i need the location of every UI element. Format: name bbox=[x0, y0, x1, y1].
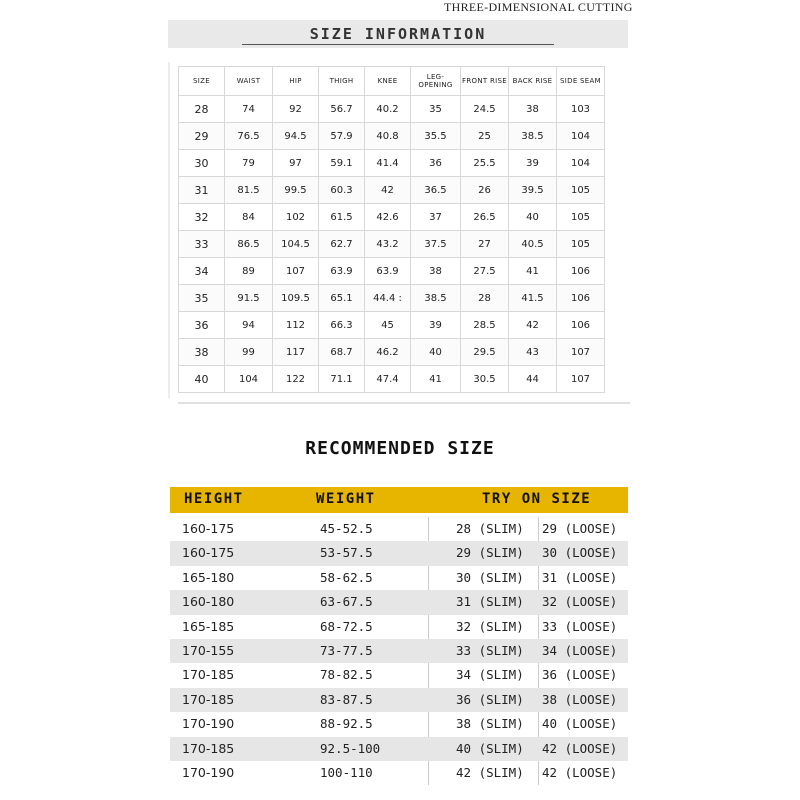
recommended-row bbox=[170, 712, 628, 736]
size-information-banner bbox=[168, 20, 628, 48]
recommended-height-cell: 160-175 bbox=[182, 545, 235, 561]
table-row bbox=[179, 366, 605, 393]
recommended-row bbox=[170, 615, 628, 639]
table-cell: 35 bbox=[179, 285, 225, 312]
recommended-loose-cell: 38 (LOOSE) bbox=[542, 691, 618, 707]
recommended-height-cell: 160-180 bbox=[182, 594, 235, 610]
table-cell: 38 bbox=[509, 96, 557, 123]
table-cell: 28 bbox=[461, 285, 509, 312]
recommended-row bbox=[170, 541, 628, 565]
table-cell: 74 bbox=[225, 96, 273, 123]
table-row bbox=[179, 96, 605, 123]
recommended-height-cell: 170-185 bbox=[182, 691, 235, 707]
table-row bbox=[179, 231, 605, 258]
recommended-row bbox=[170, 590, 628, 614]
table-row bbox=[179, 339, 605, 366]
recommended-loose-cell: 40 (LOOSE) bbox=[542, 716, 618, 732]
table-row bbox=[179, 285, 605, 312]
recommended-row bbox=[170, 688, 628, 712]
table-cell: 26 bbox=[461, 177, 509, 204]
page-top-label: THREE-DIMENSIONAL CUTTING bbox=[444, 0, 633, 14]
table-cell: 84 bbox=[225, 204, 273, 231]
table-cell: 35 bbox=[411, 96, 461, 123]
table-cell: 34 bbox=[179, 258, 225, 285]
recommended-slim-cell: 42 (SLIM) bbox=[456, 764, 524, 780]
size-table-header-cell: SIZE bbox=[179, 67, 225, 96]
recommended-loose-cell: 32 (LOOSE) bbox=[542, 594, 618, 610]
recommended-row bbox=[170, 663, 628, 687]
table-cell: 38 bbox=[179, 339, 225, 366]
size-table-header-cell: FRONT RISE bbox=[461, 67, 509, 96]
table-cell: 109.5 bbox=[273, 285, 319, 312]
recommended-slim-cell: 36 (SLIM) bbox=[456, 691, 524, 707]
size-table-header-cell: BACK RISE bbox=[509, 67, 557, 96]
table-cell: 37.5 bbox=[411, 231, 461, 258]
size-table-header-cell: KNEE bbox=[365, 67, 411, 96]
table-cell: 26.5 bbox=[461, 204, 509, 231]
table-cell: 40 bbox=[509, 204, 557, 231]
table-cell: 38.5 bbox=[411, 285, 461, 312]
recommended-slim-cell: 33 (SLIM) bbox=[456, 642, 524, 658]
recommended-loose-cell: 31 (LOOSE) bbox=[542, 569, 618, 585]
table-cell: 40.5 bbox=[509, 231, 557, 258]
table-cell: 122 bbox=[273, 366, 319, 393]
recommended-loose-cell: 29 (LOOSE) bbox=[542, 521, 618, 536]
table-cell: 61.5 bbox=[319, 204, 365, 231]
table-cell: 27 bbox=[461, 231, 509, 258]
recommended-row bbox=[170, 737, 628, 761]
table-row bbox=[179, 204, 605, 231]
recommended-weight-cell: 83-87.5 bbox=[320, 691, 373, 707]
table-cell: 36.5 bbox=[411, 177, 461, 204]
table-cell: 107 bbox=[557, 366, 605, 393]
table-cell: 38 bbox=[411, 258, 461, 285]
size-information-table bbox=[178, 66, 605, 393]
header-try-on-size: TRY ON SIZE bbox=[482, 491, 592, 507]
table-cell: 63.9 bbox=[365, 258, 411, 285]
table-cell: 25.5 bbox=[461, 150, 509, 177]
recommended-size-title: RECOMMENDED SIZE bbox=[305, 438, 495, 459]
table-cell: 112 bbox=[273, 312, 319, 339]
table-cell: 63.9 bbox=[319, 258, 365, 285]
table-left-frame bbox=[168, 62, 170, 398]
table-cell: 37 bbox=[411, 204, 461, 231]
table-cell: 102 bbox=[273, 204, 319, 231]
table-row bbox=[179, 258, 605, 285]
banner-underline bbox=[242, 44, 554, 45]
recommended-slim-cell: 38 (SLIM) bbox=[456, 716, 524, 732]
table-cell: 25 bbox=[461, 123, 509, 150]
table-row bbox=[179, 150, 605, 177]
table-row bbox=[179, 123, 605, 150]
table-cell: 59.1 bbox=[319, 150, 365, 177]
table-cell: 38.5 bbox=[509, 123, 557, 150]
recommended-size-header bbox=[170, 487, 628, 513]
table-cell: 104.5 bbox=[273, 231, 319, 258]
table-cell: 43 bbox=[509, 339, 557, 366]
header-height: HEIGHT bbox=[184, 491, 244, 507]
table-cell: 28.5 bbox=[461, 312, 509, 339]
table-cell: 40 bbox=[179, 366, 225, 393]
table-cell: 42.6 bbox=[365, 204, 411, 231]
table-row bbox=[179, 312, 605, 339]
table-cell: 105 bbox=[557, 204, 605, 231]
table-cell: 97 bbox=[273, 150, 319, 177]
table-cell: 33 bbox=[179, 231, 225, 258]
recommended-weight-cell: 63-67.5 bbox=[320, 594, 373, 610]
table-cell: 45 bbox=[365, 312, 411, 339]
recommended-loose-cell: 33 (LOOSE) bbox=[542, 618, 618, 634]
table-cell: 62.7 bbox=[319, 231, 365, 258]
recommended-loose-cell: 42 (LOOSE) bbox=[542, 740, 618, 756]
recommended-weight-cell: 68-72.5 bbox=[320, 618, 373, 634]
table-cell: 39.5 bbox=[509, 177, 557, 204]
table-cell: 29.5 bbox=[461, 339, 509, 366]
table-cell: 106 bbox=[557, 312, 605, 339]
table-cell: 43.2 bbox=[365, 231, 411, 258]
table-cell: 106 bbox=[557, 285, 605, 312]
recommended-weight-cell: 58-62.5 bbox=[320, 569, 373, 585]
table-cell: 27.5 bbox=[461, 258, 509, 285]
table-cell: 40.8 bbox=[365, 123, 411, 150]
size-table-body bbox=[179, 96, 605, 393]
recommended-weight-cell: 100-110 bbox=[320, 764, 373, 780]
size-table-header-row bbox=[179, 67, 605, 96]
table-cell: 44.4 : bbox=[365, 285, 411, 312]
recommended-loose-cell: 34 (LOOSE) bbox=[542, 642, 618, 658]
table-cell: 42 bbox=[509, 312, 557, 339]
table-cell: 47.4 bbox=[365, 366, 411, 393]
table-cell: 105 bbox=[557, 231, 605, 258]
recommended-weight-cell: 45-52.5 bbox=[320, 521, 373, 536]
recommended-loose-cell: 30 (LOOSE) bbox=[542, 545, 618, 561]
table-cell: 41.5 bbox=[509, 285, 557, 312]
recommended-height-cell: 170-190 bbox=[182, 716, 235, 732]
table-row bbox=[179, 177, 605, 204]
recommended-weight-cell: 73-77.5 bbox=[320, 642, 373, 658]
table-cell: 91.5 bbox=[225, 285, 273, 312]
table-cell: 104 bbox=[557, 123, 605, 150]
table-cell: 104 bbox=[225, 366, 273, 393]
table-cell: 39 bbox=[411, 312, 461, 339]
recommended-height-cell: 170-185 bbox=[182, 740, 235, 756]
table-cell: 30.5 bbox=[461, 366, 509, 393]
recommended-row bbox=[170, 517, 628, 541]
size-table-header-cell: HIP bbox=[273, 67, 319, 96]
table-cell: 39 bbox=[509, 150, 557, 177]
table-cell: 41.4 bbox=[365, 150, 411, 177]
table-cell: 99 bbox=[225, 339, 273, 366]
table-cell: 66.3 bbox=[319, 312, 365, 339]
table-cell: 76.5 bbox=[225, 123, 273, 150]
recommended-slim-cell: 34 (SLIM) bbox=[456, 667, 524, 683]
recommended-height-cell: 170-190 bbox=[182, 764, 235, 780]
recommended-slim-cell: 29 (SLIM) bbox=[456, 545, 524, 561]
table-cell: 81.5 bbox=[225, 177, 273, 204]
table-cell: 86.5 bbox=[225, 231, 273, 258]
table-cell: 29 bbox=[179, 123, 225, 150]
recommended-slim-cell: 30 (SLIM) bbox=[456, 569, 524, 585]
table-cell: 28 bbox=[179, 96, 225, 123]
table-cell: 65.1 bbox=[319, 285, 365, 312]
table-cell: 79 bbox=[225, 150, 273, 177]
table-cell: 68.7 bbox=[319, 339, 365, 366]
table-cell: 41 bbox=[509, 258, 557, 285]
size-information-title: SIZE INFORMATION bbox=[309, 25, 487, 43]
table-cell: 89 bbox=[225, 258, 273, 285]
table-cell: 40.2 bbox=[365, 96, 411, 123]
table-cell: 107 bbox=[557, 339, 605, 366]
size-table-header-cell: THIGH bbox=[319, 67, 365, 96]
table-cell: 41 bbox=[411, 366, 461, 393]
table-cell: 36 bbox=[411, 150, 461, 177]
table-cell: 32 bbox=[179, 204, 225, 231]
table-cell: 92 bbox=[273, 96, 319, 123]
recommended-slim-cell: 31 (SLIM) bbox=[456, 594, 524, 610]
table-cell: 57.9 bbox=[319, 123, 365, 150]
table-cell: 99.5 bbox=[273, 177, 319, 204]
table-cell: 103 bbox=[557, 96, 605, 123]
table-cell: 40 bbox=[411, 339, 461, 366]
size-table-header-cell: LEG-OPENING bbox=[411, 67, 461, 96]
table-cell: 94 bbox=[225, 312, 273, 339]
table-cell: 31 bbox=[179, 177, 225, 204]
table-cell: 46.2 bbox=[365, 339, 411, 366]
recommended-weight-cell: 78-82.5 bbox=[320, 667, 373, 683]
recommended-height-cell: 170-155 bbox=[182, 642, 235, 658]
table-cell: 60.3 bbox=[319, 177, 365, 204]
recommended-height-cell: 170-185 bbox=[182, 667, 235, 683]
table-cell: 105 bbox=[557, 177, 605, 204]
table-cell: 56.7 bbox=[319, 96, 365, 123]
table-cell: 35.5 bbox=[411, 123, 461, 150]
recommended-row bbox=[170, 639, 628, 663]
table-bottom-rule bbox=[178, 402, 630, 404]
recommended-weight-cell: 88-92.5 bbox=[320, 716, 373, 732]
table-cell: 71.1 bbox=[319, 366, 365, 393]
size-table-header-cell: SIDE SEAM bbox=[557, 67, 605, 96]
table-cell: 107 bbox=[273, 258, 319, 285]
table-cell: 36 bbox=[179, 312, 225, 339]
recommended-height-cell: 160-175 bbox=[182, 521, 235, 536]
table-cell: 104 bbox=[557, 150, 605, 177]
recommended-row bbox=[170, 566, 628, 590]
table-cell: 24.5 bbox=[461, 96, 509, 123]
recommended-height-cell: 165-185 bbox=[182, 618, 235, 634]
table-cell: 94.5 bbox=[273, 123, 319, 150]
recommended-loose-cell: 36 (LOOSE) bbox=[542, 667, 618, 683]
recommended-weight-cell: 92.5-100 bbox=[320, 740, 381, 756]
header-weight: WEIGHT bbox=[316, 491, 376, 507]
recommended-height-cell: 165-180 bbox=[182, 569, 235, 585]
table-cell: 44 bbox=[509, 366, 557, 393]
recommended-slim-cell: 32 (SLIM) bbox=[456, 618, 524, 634]
table-cell: 106 bbox=[557, 258, 605, 285]
recommended-size-table bbox=[170, 517, 628, 785]
recommended-weight-cell: 53-57.5 bbox=[320, 545, 373, 561]
table-cell: 30 bbox=[179, 150, 225, 177]
table-cell: 42 bbox=[365, 177, 411, 204]
recommended-slim-cell: 40 (SLIM) bbox=[456, 740, 524, 756]
table-cell: 117 bbox=[273, 339, 319, 366]
recommended-loose-cell: 42 (LOOSE) bbox=[542, 764, 618, 780]
size-table-header-cell: WAIST bbox=[225, 67, 273, 96]
recommended-row bbox=[170, 761, 628, 785]
recommended-slim-cell: 28 (SLIM) bbox=[456, 521, 524, 536]
